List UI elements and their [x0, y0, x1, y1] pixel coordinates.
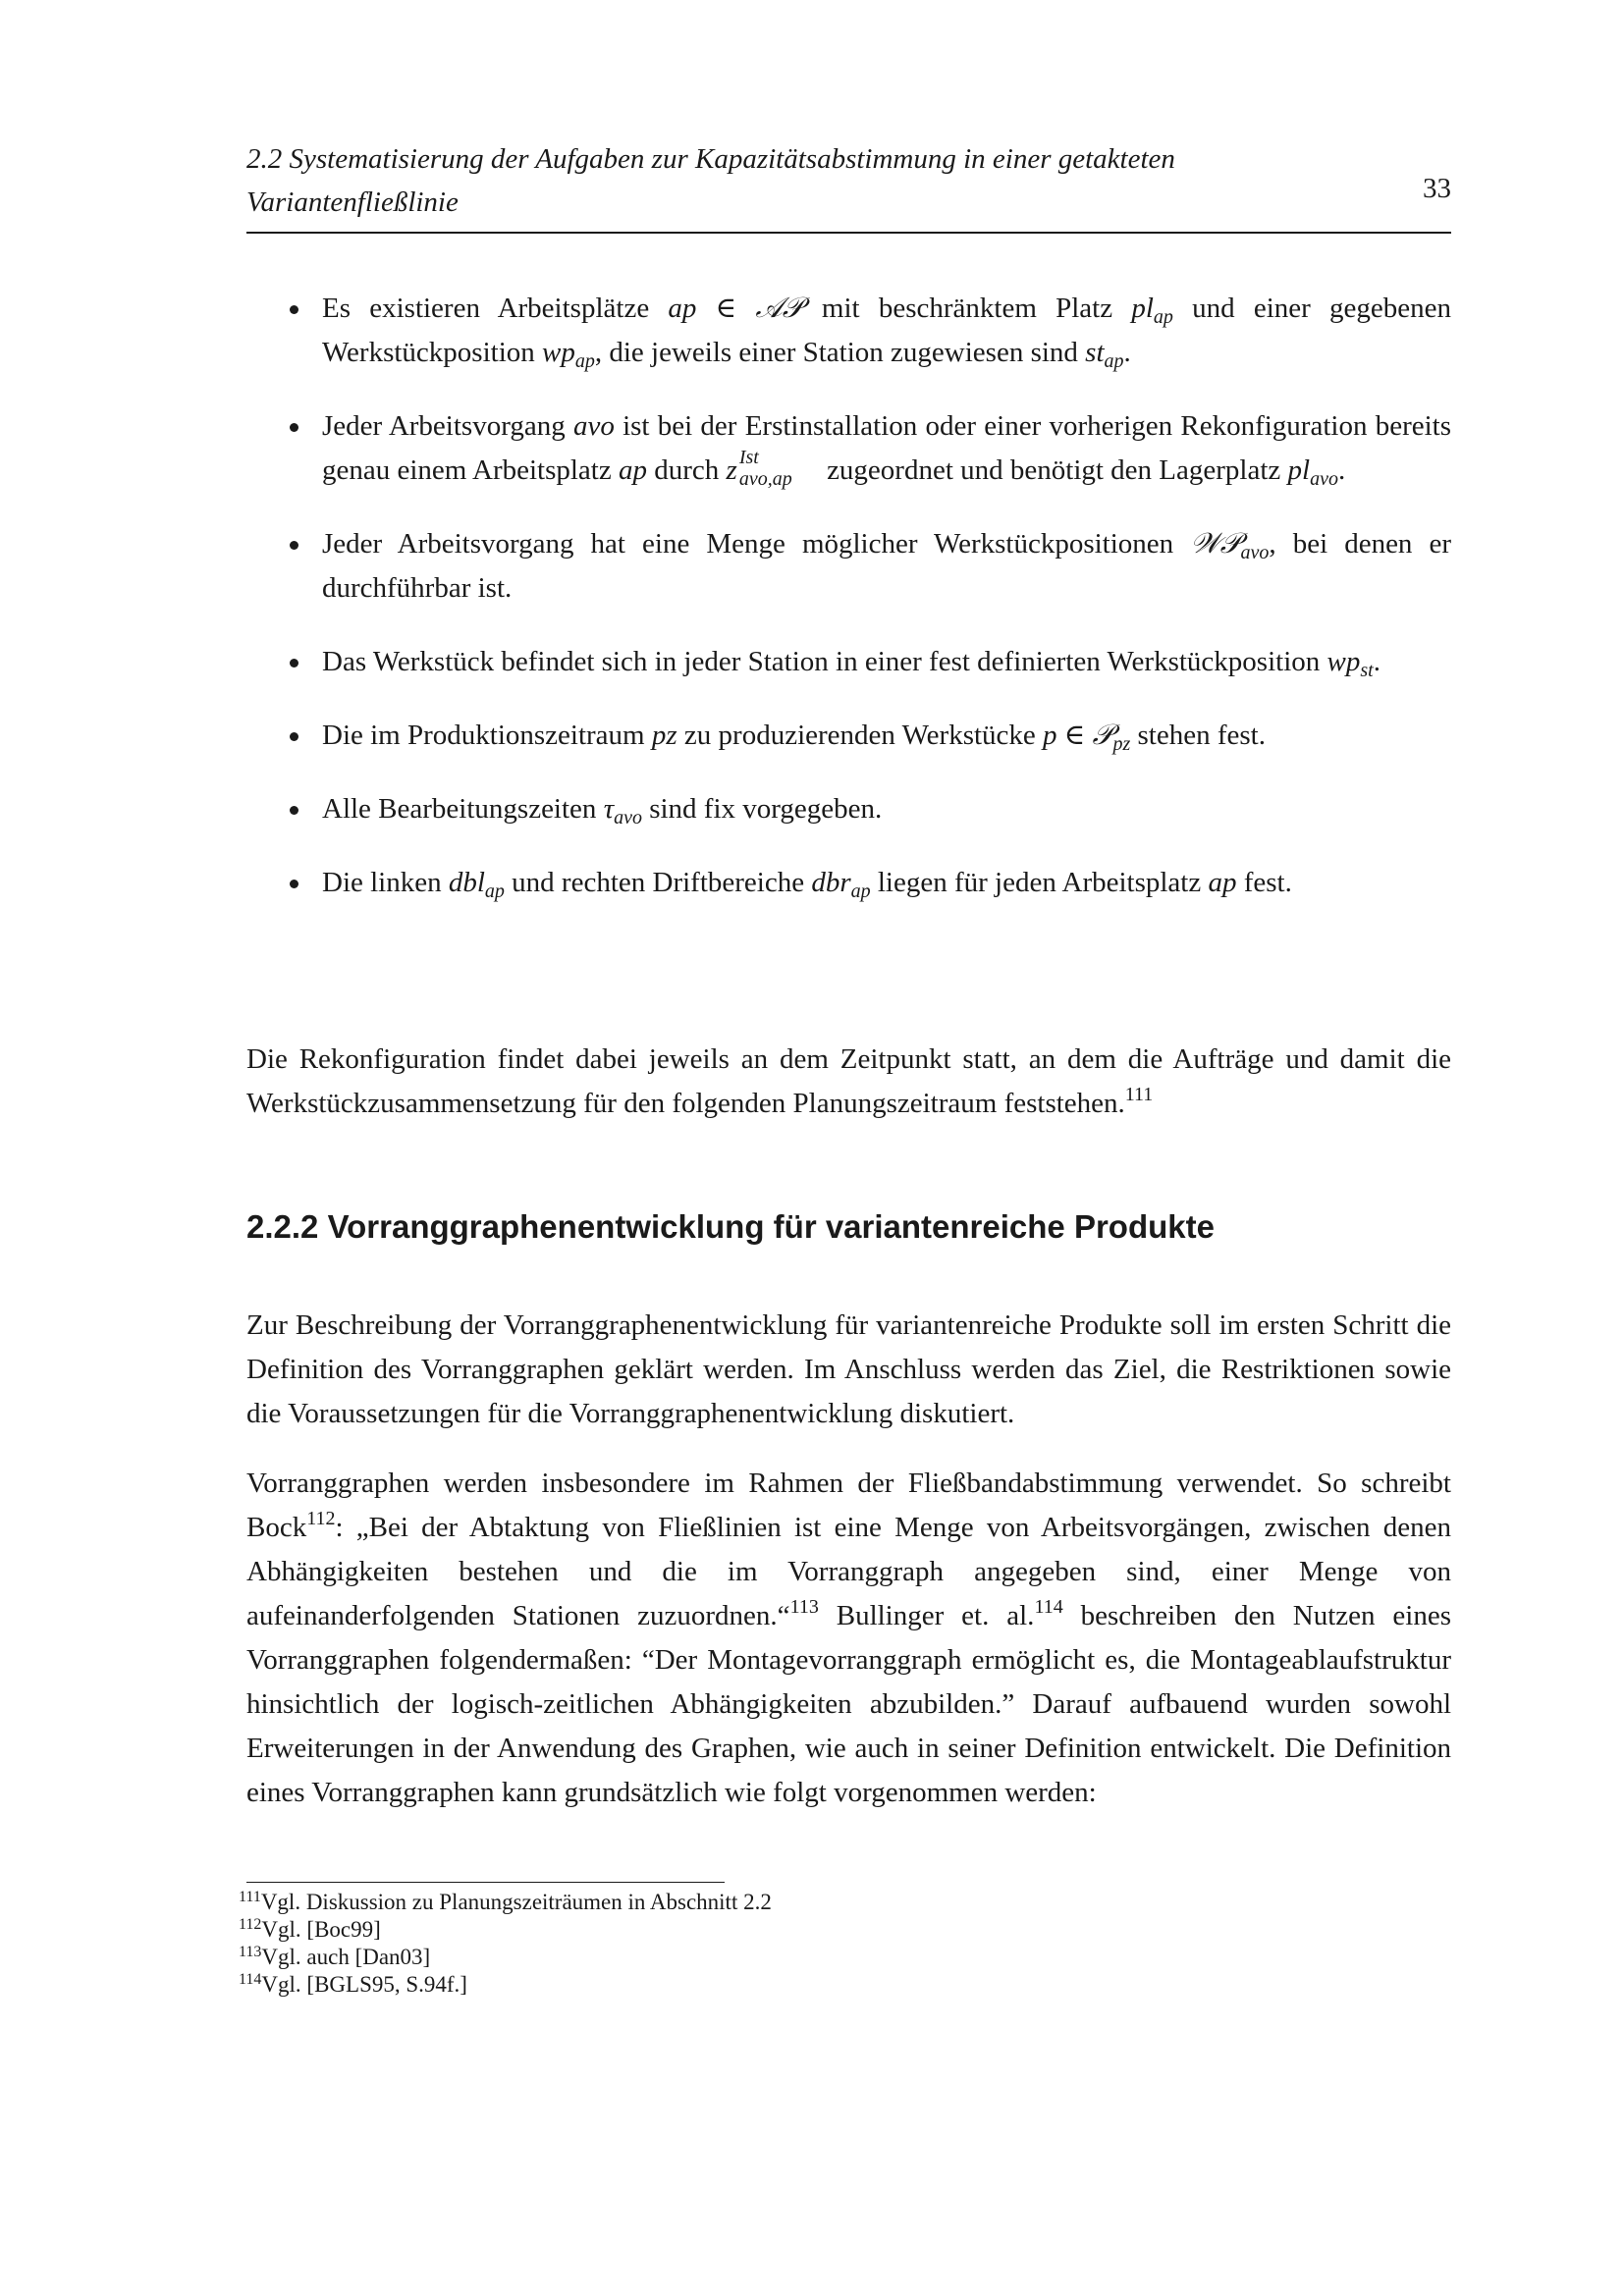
text-run: , bei denen er durchführbar ist. [322, 528, 1452, 604]
list-item [283, 714, 1451, 758]
math-subscript: avo [1240, 542, 1270, 563]
body-paragraph-definition [246, 1462, 1451, 1815]
math-var: pz [651, 720, 677, 751]
math-subscript: ap [484, 881, 505, 902]
footnote-text: Vgl. [BGLS95, S.94f.] [261, 1972, 467, 1997]
text-run: sind fix vorgegeben. [641, 793, 883, 825]
list-item [283, 640, 1451, 684]
math-var: wp [542, 337, 575, 368]
footnote-number: 111 [239, 1889, 261, 1905]
math-var: ap [1208, 867, 1237, 898]
footnote-number: 113 [239, 1944, 262, 1960]
text-run: und rechten Driftbereiche [504, 867, 812, 898]
text-run: stehen fest. [1130, 720, 1266, 751]
math-var: wp [1326, 646, 1361, 677]
assumption-list [283, 287, 1451, 934]
footnote-text: Vgl. [Boc99] [261, 1917, 381, 1942]
text-run: mit beschränktem Platz [802, 293, 1132, 324]
text-run: Vorranggraphen werden insbesondere im Rahmen der Fließbandabstimmung verwendet. So schreibt Bock [246, 1468, 1451, 1543]
math-var: pl [1131, 293, 1154, 324]
running-header [246, 137, 1451, 224]
footnote [239, 1889, 1417, 1916]
footnote-text: Vgl. auch [Dan03] [261, 1945, 431, 1969]
math-var: z [726, 454, 737, 486]
text-run: ist bei der Erstinstallation oder einer vorherigen Rekonfiguration bereits genau einem Arbeitsplatz [322, 410, 1451, 486]
text-run: . [1123, 337, 1131, 368]
header-title-line-1: 2.2 Systematisierung der Aufgaben zur Kapazitätsabstimmung in einer getakteten [246, 143, 1175, 175]
footnote-text: Vgl. Diskussion zu Planungszeiträumen in Abschnitt 2.2 [260, 1890, 772, 1914]
list-item [283, 404, 1451, 493]
math-var: τ [603, 793, 615, 825]
body-paragraph-reconfiguration [246, 1038, 1451, 1126]
body-paragraph-intro: Zur Beschreibung der Vorranggraphenentwicklung für variantenreiche Produkte soll im ersten Schritt die Definition des Vorranggraphen geklärt werden. Im Anschluss werden das Ziel, die Restriktionen sowie die Voraussetzungen für die Vorranggraphenentwicklung diskutiert. [246, 1309, 1451, 1429]
footnote-marker[interactable]: 111 [1124, 1084, 1154, 1105]
math-var: pl [1287, 454, 1311, 486]
math-subscript: avo [1310, 468, 1338, 490]
text-run: Die Rekonfiguration findet dabei jeweils an dem Zeitpunkt statt, an dem die Aufträge und damit die Werkstückzusammensetzung für den folgenden Planungszeitraum feststehen. [246, 1043, 1451, 1119]
math-superscript: Ist [738, 447, 759, 468]
text-run: fest. [1236, 867, 1292, 898]
footnote-marker[interactable]: 113 [789, 1596, 819, 1618]
running-header-title [246, 137, 1346, 224]
header-rule [246, 232, 1451, 234]
footnotes [239, 1889, 1417, 1999]
text-run: ∈ [1056, 720, 1093, 751]
text-run: Jeder Arbeitsvorgang hat eine Menge möglicher Werkstückpositionen [322, 528, 1191, 560]
footnote-number: 114 [239, 1971, 262, 1988]
bullet-icon [290, 880, 298, 888]
math-supsub [737, 447, 820, 490]
math-var: p [1043, 720, 1057, 751]
page-number: 33 [1423, 173, 1451, 204]
math-subscript: ap [850, 881, 871, 902]
text-run: Das Werkstück befindet sich in jeder Station in einer fest definierten Werkstückposition [322, 646, 1327, 677]
text-run: Alle Bearbeitungszeiten [322, 793, 604, 825]
footnote-number: 112 [239, 1916, 262, 1933]
bullet-icon [290, 423, 298, 432]
text-run: und einer gegebenen Werkstückposition [322, 293, 1452, 368]
math-var: 𝒜𝒫 [755, 293, 803, 324]
section-heading: 2.2.2 Vorranggraphenentwicklung für variantenreiche Produkte [246, 1208, 1215, 1245]
math-var: st [1085, 337, 1105, 368]
footnote-marker[interactable]: 114 [1034, 1596, 1063, 1618]
math-var: 𝒫 [1092, 720, 1113, 751]
footnote [239, 1916, 1417, 1944]
footnote-rule [246, 1882, 725, 1883]
text-run: liegen für jeden Arbeitsplatz [870, 867, 1209, 898]
text-run: Bullinger et. al. [818, 1600, 1035, 1631]
math-subscript: avo,ap [738, 468, 792, 490]
text-run: Es existieren Arbeitsplätze [322, 293, 669, 324]
math-subscript: ap [1153, 306, 1173, 328]
math-var: 𝒲𝒫 [1190, 528, 1241, 560]
footnote [239, 1944, 1417, 1971]
bullet-icon [290, 732, 298, 741]
list-item [283, 522, 1451, 611]
text-run: durch [646, 454, 727, 486]
math-var: dbl [448, 867, 485, 898]
text-run: : „Bei der Abtaktung von Fließlinien ist eine Menge von Arbeitsvorgängen, zwischen denen Abhängigkeiten bestehen und die im Vorranggraph angegeben sind, einer Menge von aufeinanderfolgenden Stationen zuzuordnen.“ [246, 1512, 1451, 1631]
list-item [283, 861, 1451, 905]
text-run: zu produzierenden Werkstücke [677, 720, 1044, 751]
text-run: zugeordnet und benötigt den Lagerplatz [819, 454, 1288, 486]
footnote [239, 1971, 1417, 1999]
math-var: avo [572, 410, 615, 442]
header-title-line-2: Variantenfließlinie [246, 187, 459, 218]
bullet-icon [290, 806, 298, 815]
text-run: Die im Produktionszeitraum [322, 720, 652, 751]
text-run: beschreiben den Nutzen eines Vorranggraphen folgendermaßen: “Der Montagevorranggraph ermöglicht es, die Montageablaufstruktur hinsichtlich der logisch-zeitlichen Abhängigkeiten abzubilden.” Darauf aufbauend wurden sowohl Erweiterungen in der Anwendung des Graphen, wie auch in seiner Definition entwickelt. Die Definition eines Vorranggraphen kann grundsätzlich wie folgt vorgenommen werden: [246, 1600, 1451, 1808]
footnote-marker[interactable]: 112 [306, 1508, 336, 1529]
text-run: Die linken [322, 867, 449, 898]
bullet-icon [290, 659, 298, 667]
list-item [283, 287, 1451, 375]
bullet-icon [290, 541, 298, 550]
math-subscript: ap [574, 350, 595, 372]
text-run: , die jeweils einer Station zugewiesen sind [594, 337, 1086, 368]
bullet-icon [290, 305, 298, 314]
math-var: dbr [811, 867, 851, 898]
math-var: ap [668, 293, 697, 324]
list-item [283, 787, 1451, 831]
math-subscript: pz [1112, 733, 1131, 755]
text-run: . [1337, 454, 1346, 486]
math-subscript: ap [1104, 350, 1124, 372]
text-run: ∈ [696, 293, 756, 324]
math-subscript: avo [614, 807, 642, 828]
text-run: . [1373, 646, 1380, 677]
text-run: Jeder Arbeitsvorgang [322, 410, 573, 442]
math-subscript: st [1360, 660, 1374, 681]
math-var: ap [618, 454, 647, 486]
